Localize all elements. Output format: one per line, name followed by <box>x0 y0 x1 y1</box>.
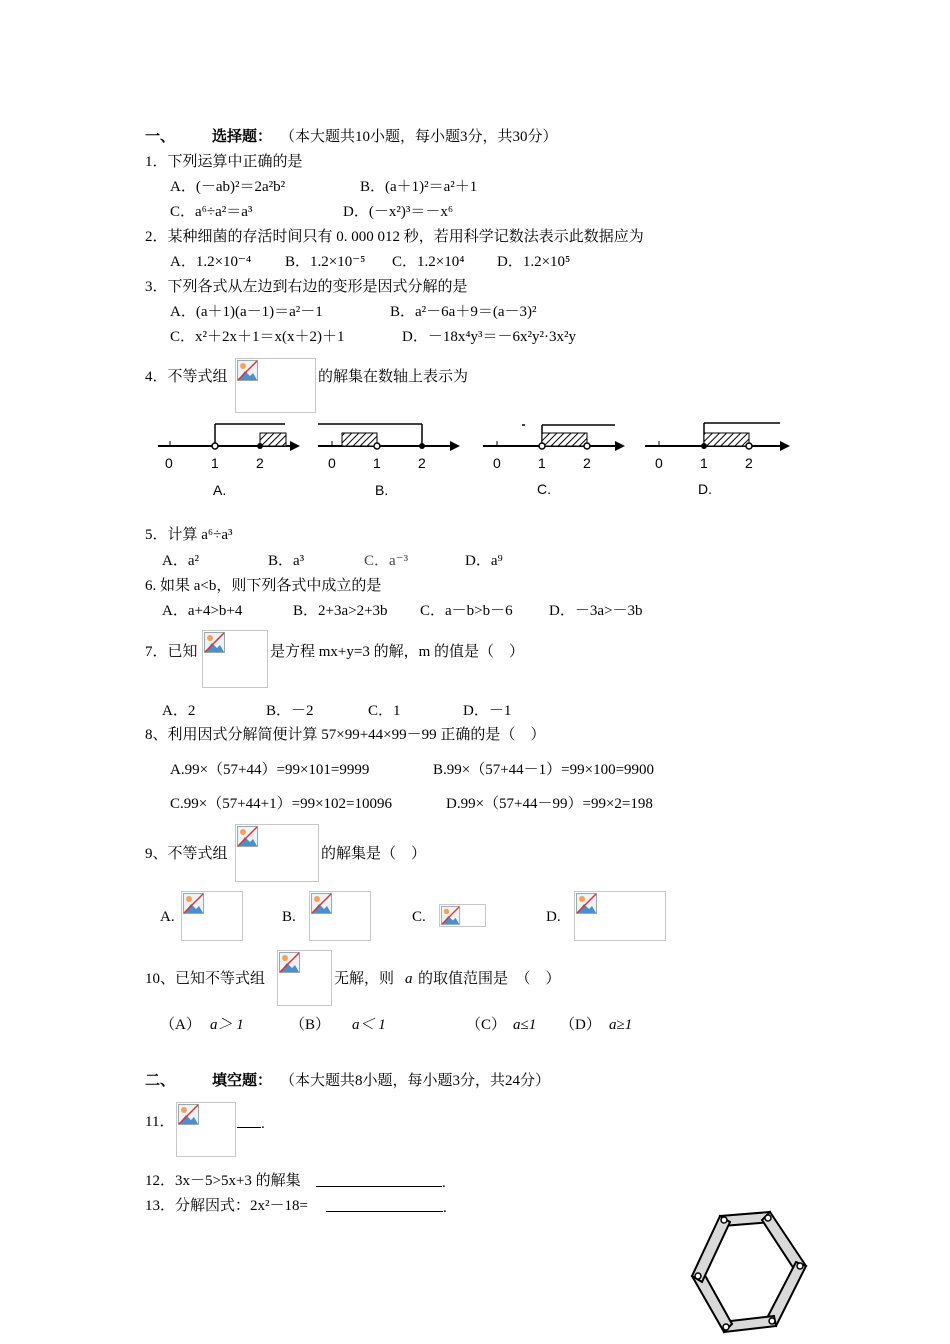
q7-system-image <box>202 630 268 688</box>
q8-option-b: B.99×（57+44－1）=99×100=9900 <box>433 762 655 778</box>
q3-stem: 3．下列各式从左边到右边的变形是因式分解的是 <box>145 279 468 295</box>
q2-option-d: D．1.2×10⁵ <box>497 254 571 270</box>
q4-system-image <box>235 358 316 413</box>
numberline-b-tick-0: 0 <box>328 455 336 471</box>
q4-prefix: 4．不等式组 <box>145 369 228 385</box>
q2-option-a: A．1.2×10⁻⁴ <box>170 254 252 270</box>
broken-image-icon <box>178 1104 200 1126</box>
q8-stem: 8、利用因式分解简便计算 57×99+44×99－99 正确的是（ ） <box>145 727 546 743</box>
broken-image-icon <box>237 360 259 382</box>
section1-note: （本大题共10小题，每小题3分，共30分） <box>280 129 558 145</box>
numberline-a[interactable] <box>158 424 300 451</box>
q5-stem: 5．计算 a⁶÷a³ <box>145 527 233 543</box>
q5-option-d: D．a⁹ <box>465 553 503 569</box>
q9-option-d-image[interactable] <box>574 891 666 941</box>
q1-option-c: C．a⁶÷a²＝a³ <box>170 204 253 220</box>
q2-option-c: C．1.2×10⁴ <box>392 254 465 270</box>
broken-image-icon <box>576 893 598 915</box>
q11-answer-line[interactable] <box>237 1113 265 1133</box>
q9-prefix: 9、不等式组 <box>145 846 228 862</box>
broken-image-icon <box>183 893 205 915</box>
numberline-d-tick-2: 2 <box>745 455 753 471</box>
section2-title: 填空题： <box>212 1073 273 1089</box>
q6-stem: 6. 如果 a<b，则下列各式中成立的是 <box>145 578 382 594</box>
section2-note: （本大题共8小题，每小题3分，共24分） <box>280 1073 551 1089</box>
q3-option-d: D．－18x⁴y³＝－6x²y²·3x²y <box>402 329 577 345</box>
numberline-c-tick-2: 2 <box>583 455 591 471</box>
q2-stem: 2．某种细菌的存活时间只有 0. 000 012 秒，若用科学记数法表示此数据应为 <box>145 229 644 245</box>
numberline-c-tick-0: 0 <box>493 455 501 471</box>
q10-option-d-expr: a≥1 <box>609 1017 633 1033</box>
broken-image-icon <box>441 906 461 926</box>
q10-option-c-label: （C） <box>466 1017 507 1033</box>
numberline-b-tick-1: 1 <box>373 455 381 471</box>
q1-option-d: D．(－x²)³＝－x⁶ <box>343 204 454 220</box>
q6-option-b: B．2+3a>2+3b <box>293 603 388 619</box>
numberline-a-label: A. <box>213 482 227 498</box>
q3-option-a: A．(a＋1)(a－1)＝a²－1 <box>170 304 323 320</box>
q5-option-b: B．a³ <box>268 553 305 569</box>
q9-option-d-label: D. <box>546 909 561 925</box>
q10-option-d-label: （D） <box>560 1017 601 1033</box>
q9-option-c-label: C. <box>412 909 426 925</box>
numberline-a-tick-0: 0 <box>165 455 173 471</box>
q10-suffix: 的取值范围是 （ ） <box>418 971 561 987</box>
q10-option-a-expr: a＞ 1 <box>210 1017 244 1033</box>
q6-option-a: A．a+4>b+4 <box>162 603 243 619</box>
q13-end: . <box>443 1200 447 1216</box>
q7-option-b: B．－2 <box>266 703 314 719</box>
q4-suffix: 的解集在数轴上表示为 <box>318 369 469 385</box>
q9-system-image <box>235 824 319 882</box>
numberline-b-tick-2: 2 <box>418 455 426 471</box>
q9-option-c-image[interactable] <box>439 904 486 927</box>
q3-option-b: B．a²－6a＋9＝(a－3)² <box>390 304 537 320</box>
q12-answer-line[interactable] <box>316 1172 446 1192</box>
q10-mid: 无解，则 <box>334 971 395 987</box>
q7-option-d: D．－1 <box>463 703 512 719</box>
broken-image-icon <box>204 632 226 654</box>
q10-option-b-label: （B） <box>290 1017 331 1033</box>
q10-system-image <box>277 950 332 1006</box>
q13-answer-line[interactable] <box>326 1197 447 1217</box>
numberline-d-label: D. <box>698 481 712 497</box>
q1-stem: 1．下列运算中正确的是 <box>145 154 303 170</box>
q3-option-c: C．x²＋2x＋1＝x(x＋2)＋1 <box>170 329 345 345</box>
q1-option-a: A．(－ab)²＝2a²b² <box>170 179 286 195</box>
q7-prefix: 7．已知 <box>145 644 198 660</box>
q11-expression-image <box>176 1102 236 1157</box>
broken-image-icon <box>279 952 301 974</box>
q7-suffix: 是方程 mx+y=3 的解，m 的值是（ ） <box>270 644 525 660</box>
numberline-c-label: C. <box>537 481 551 497</box>
numberline-b-label: B. <box>375 482 389 498</box>
numberline-a-tick-1: 1 <box>211 455 219 471</box>
q2-option-b: B．1.2×10⁻⁵ <box>285 254 366 270</box>
q7-option-c: C．1 <box>368 703 401 719</box>
numberline-d-tick-1: 1 <box>700 455 708 471</box>
q1-option-b: B．(a＋1)²＝a²＋1 <box>360 179 478 195</box>
q11-number: 11． <box>145 1114 175 1130</box>
q9-option-a-image[interactable] <box>181 891 243 941</box>
numberline-c-tick-1: 1 <box>538 455 546 471</box>
q10-option-a-label: （A） <box>160 1017 201 1033</box>
q5-option-c: C．a⁻³ <box>364 553 409 569</box>
numberline-d[interactable] <box>645 423 790 451</box>
numberline-d-tick-0: 0 <box>655 455 663 471</box>
q6-option-c: C．a－b>b－6 <box>420 603 513 619</box>
q10-prefix: 10、已知不等式组 <box>145 971 266 987</box>
q8-option-c: C.99×（57+44+1）=99×102=10096 <box>170 796 393 812</box>
numberline-c[interactable] <box>483 425 625 451</box>
q10-var: a <box>405 971 413 987</box>
q9-option-b-label: B. <box>282 909 296 925</box>
broken-image-icon <box>237 826 259 848</box>
q10-option-c-expr: a≤1 <box>513 1017 537 1033</box>
q10-option-b-expr: a＜ 1 <box>352 1017 386 1033</box>
q6-option-d: D．－3a>－3b <box>549 603 643 619</box>
numberline-b[interactable] <box>318 424 460 451</box>
q9-suffix: 的解集是（ ） <box>321 846 427 862</box>
q8-option-a: A.99×（57+44）=99×101=9999 <box>170 762 370 778</box>
q9-option-a-label: A. <box>160 909 175 925</box>
q9-option-b-image[interactable] <box>309 891 371 941</box>
q8-option-d: D.99×（57+44－99）=99×2=198 <box>446 796 653 812</box>
q12-end: . <box>442 1175 446 1191</box>
numberline-a-tick-2: 2 <box>256 455 264 471</box>
hexagon-figure <box>688 1208 810 1338</box>
section1-number: 一、 <box>145 129 176 145</box>
q5-option-a: A．a² <box>162 553 199 569</box>
section2-number: 二、 <box>145 1073 176 1089</box>
q12-stem: 12．3x－5>5x+3 的解集 <box>145 1173 301 1189</box>
broken-image-icon <box>311 893 333 915</box>
q13-stem: 13．分解因式：2x²－18= <box>145 1198 308 1214</box>
q11-end: . <box>261 1116 265 1132</box>
section1-title: 选择题： <box>212 129 273 145</box>
q7-option-a: A．2 <box>162 703 196 719</box>
